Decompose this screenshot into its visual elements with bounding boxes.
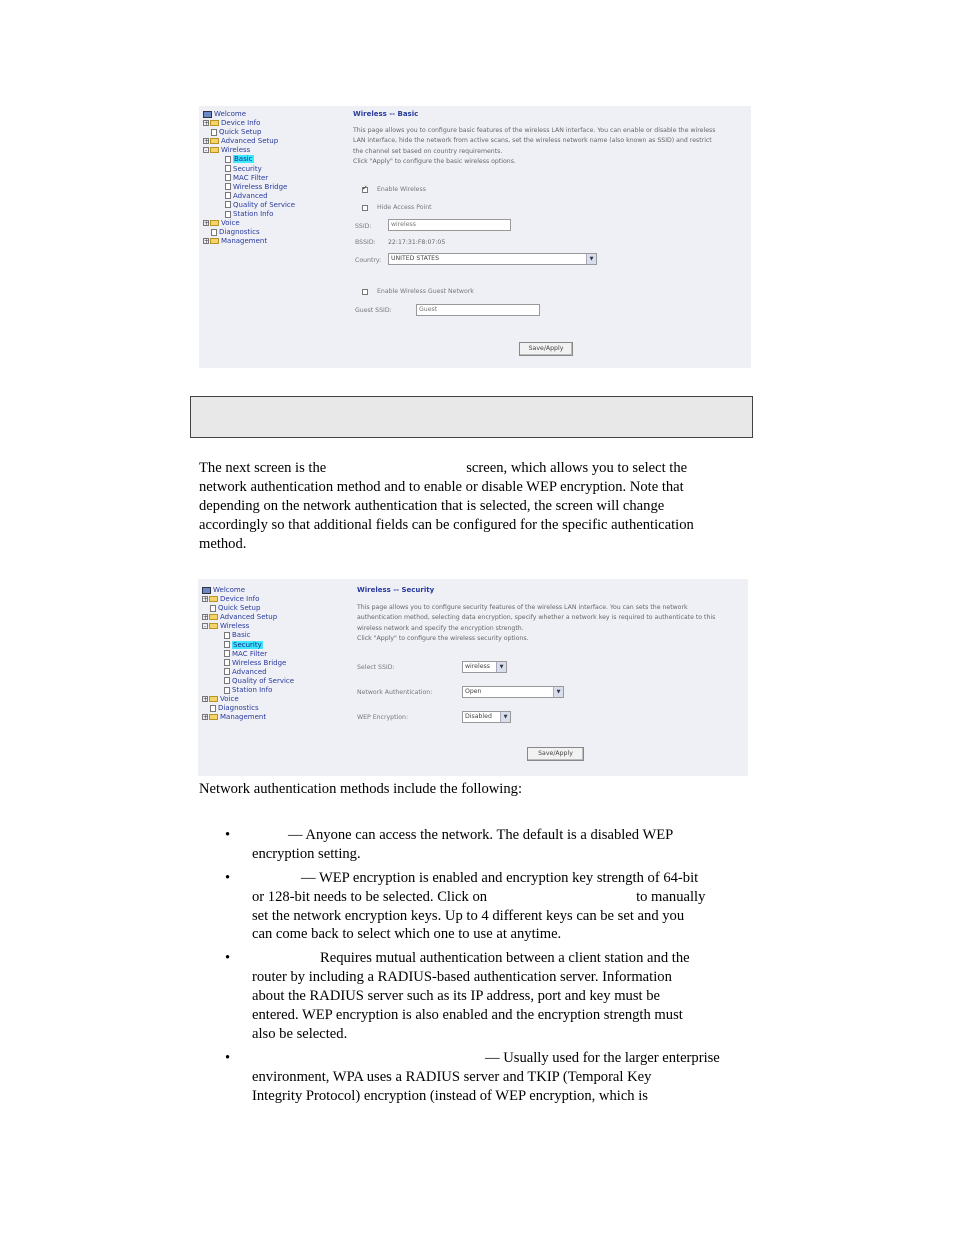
list-item-line xyxy=(252,845,755,864)
tree-item-label: Basic xyxy=(232,631,251,640)
wep-encryption-value: Disabled xyxy=(465,713,492,720)
list-item-line xyxy=(252,987,755,1006)
tree-item-label: Advanced Setup xyxy=(221,137,279,146)
tree-item-label: Wireless Bridge xyxy=(232,658,287,667)
tree-item-label: MAC Filter xyxy=(232,649,268,658)
bullet-icon: • xyxy=(225,950,231,967)
tree-item-label: Voice xyxy=(220,695,239,704)
page-description xyxy=(357,603,742,645)
list-item-line xyxy=(252,826,755,845)
tree-item-label: Wireless xyxy=(221,146,251,155)
tree-item[interactable] xyxy=(202,631,294,640)
list-item xyxy=(225,949,755,1043)
tree-item[interactable] xyxy=(202,686,294,695)
list-item-line xyxy=(252,949,755,968)
tree-item-label: Diagnostics xyxy=(218,704,259,713)
tree-item[interactable] xyxy=(203,219,295,228)
hide-access-point-label: Hide Access Point xyxy=(377,204,432,211)
computer-icon xyxy=(203,111,212,118)
description-line: This page allows you to configure basic features of the wireless LAN interface. You can enable or disable the wireless xyxy=(353,127,716,134)
folder-icon xyxy=(209,714,218,720)
list-item-text: encryption setting. xyxy=(252,845,361,862)
bullet-icon: • xyxy=(225,1049,231,1066)
tree-item[interactable] xyxy=(203,183,295,192)
folder-icon xyxy=(209,614,218,620)
expand-icon[interactable]: + xyxy=(203,696,209,704)
page-icon xyxy=(225,211,231,218)
tree-item-label: Wireless Bridge xyxy=(233,182,288,191)
page-icon xyxy=(225,174,231,181)
select-ssid-label: Select SSID: xyxy=(357,664,395,671)
tree-item[interactable] xyxy=(203,210,295,219)
page-icon xyxy=(225,192,231,199)
country-select-value: UNITED STATES xyxy=(391,255,439,262)
tree-item[interactable] xyxy=(203,119,295,128)
list-item-line xyxy=(252,888,755,907)
paragraph-text: method. xyxy=(199,535,247,552)
bullet-icon: • xyxy=(225,869,231,886)
expand-icon[interactable]: + xyxy=(203,714,209,722)
page-icon xyxy=(225,201,231,208)
paragraph-line xyxy=(199,478,755,497)
list-item-text: Integrity Protocol) encryption (instead of WEP encryption, which is xyxy=(252,1087,648,1104)
page-icon xyxy=(224,641,230,648)
list-item-line xyxy=(252,1068,755,1087)
expand-icon[interactable]: + xyxy=(204,220,210,228)
folder-icon xyxy=(209,596,218,602)
paragraph-line xyxy=(199,535,755,554)
list-item-text: set the network encryption keys. Up to 4 different keys can be set and you xyxy=(252,907,685,924)
paragraph-text: depending on the network authentication that is selected, the screen will change xyxy=(199,497,665,514)
wep-encryption-dropdown[interactable] xyxy=(462,711,511,723)
tree-item-label: Security xyxy=(233,164,262,173)
list-item-text: — Anyone can access the network. The default is a disabled WEP xyxy=(288,827,674,843)
list-item-text: also be selected. xyxy=(252,1025,348,1042)
tree-item[interactable] xyxy=(203,201,295,210)
list-item-text: — WEP encryption is enabled and encryption key strength of 64-bit xyxy=(301,869,699,886)
tree-item-label: Advanced Setup xyxy=(220,613,278,622)
page-title: Wireless -- Basic xyxy=(353,110,419,118)
tree-item-label: Station Info xyxy=(233,210,274,219)
enable-wireless-checkbox[interactable] xyxy=(362,187,368,193)
tree-item[interactable] xyxy=(202,622,294,631)
computer-icon xyxy=(202,587,211,594)
paragraph-line xyxy=(199,497,755,516)
tree-item-label: Advanced xyxy=(233,191,268,200)
select-ssid-dropdown[interactable] xyxy=(462,661,507,673)
list-item-line xyxy=(252,869,755,888)
folder-icon xyxy=(210,147,219,153)
description-line: This page allows you to configure security features of the wireless LAN interface. You can sets the network xyxy=(357,604,688,611)
folder-icon xyxy=(209,623,218,629)
paragraph-line xyxy=(199,516,755,535)
select-ssid-value: wireless xyxy=(465,663,490,670)
tree-item[interactable] xyxy=(203,155,295,164)
page-title: Wireless -- Security xyxy=(357,586,435,594)
description-line: Click "Apply" to configure the wireless security options. xyxy=(357,635,529,643)
page-description xyxy=(353,126,745,168)
country-select[interactable] xyxy=(388,253,597,265)
enable-guest-network-label: Enable Wireless Guest Network xyxy=(377,288,474,295)
list-item-line xyxy=(252,1049,755,1068)
folder-icon xyxy=(209,696,218,702)
tree-item[interactable] xyxy=(202,668,294,677)
list-item-text: router by including a RADIUS-based authentication server. Information xyxy=(252,969,672,986)
ssid-input[interactable]: wireless xyxy=(388,219,511,231)
list-item-text: to manually xyxy=(636,888,706,905)
list-item-line xyxy=(252,968,755,987)
page-icon xyxy=(225,183,231,190)
chevron-down-icon: ▼ xyxy=(496,662,506,672)
page-icon xyxy=(211,229,217,236)
save-apply-button[interactable]: Save/Apply xyxy=(519,342,573,356)
tree-item-label: Device Info xyxy=(221,119,261,128)
nav-tree xyxy=(202,586,294,722)
tree-item-label: Voice xyxy=(221,219,240,228)
bullet-icon: • xyxy=(225,827,231,843)
tree-item[interactable] xyxy=(203,237,295,246)
tree-item[interactable] xyxy=(203,165,295,174)
tree-item[interactable] xyxy=(203,110,295,119)
tree-item[interactable] xyxy=(203,146,295,155)
note-box xyxy=(190,396,753,438)
page-icon xyxy=(224,632,230,639)
page-icon xyxy=(210,705,216,712)
paragraph-text: accordingly so that additional fields can be configured for the specific authentication xyxy=(199,516,694,533)
hide-access-point-checkbox[interactable] xyxy=(362,205,368,211)
network-auth-label: Network Authentication: xyxy=(357,689,433,696)
intro-paragraph xyxy=(199,459,755,553)
tree-item-label: Quick Setup xyxy=(218,604,261,613)
wireless-basic-screenshot xyxy=(199,106,751,368)
tree-item[interactable] xyxy=(202,713,294,722)
save-apply-button[interactable]: Save/Apply xyxy=(527,747,584,761)
page-icon xyxy=(210,605,216,612)
list-item-line xyxy=(252,1025,755,1044)
tree-item[interactable] xyxy=(202,704,294,713)
tree-item[interactable] xyxy=(202,595,294,604)
list-item-text: about the RADIUS server such as its IP address, port and key must be xyxy=(252,988,661,1005)
country-label: Country: xyxy=(355,257,382,264)
list-item-line xyxy=(252,907,755,926)
tree-item-label: Welcome xyxy=(214,110,247,118)
list-item-text: entered. WEP encryption is also enabled and the encryption strength must xyxy=(252,1007,683,1024)
page-icon xyxy=(224,668,230,675)
chevron-down-icon: ▼ xyxy=(586,254,596,264)
expand-icon[interactable]: + xyxy=(203,614,209,622)
tree-item-label: Advanced xyxy=(232,667,267,676)
description-line: authentication method, selecting data encryption, specify whether a network key is required to authenticate to this xyxy=(357,614,716,622)
tree-item-label: Welcome xyxy=(213,586,246,594)
description-line: the channel set based on country requirements. xyxy=(353,147,503,155)
folder-icon xyxy=(210,138,219,144)
tree-item-label: Basic xyxy=(234,155,253,164)
list-item-text: environment, WPA uses a RADIUS server and TKIP (Temporal Key xyxy=(252,1068,652,1085)
paragraph-line xyxy=(199,459,755,478)
tree-item-label: Device Info xyxy=(220,595,260,604)
list-item-line xyxy=(252,925,755,944)
collapse-icon[interactable]: - xyxy=(204,147,208,155)
list-item-text: can come back to select which one to use at anytime. xyxy=(252,926,562,943)
list-item-text: Requires mutual authentication between a client station and the xyxy=(320,950,690,967)
auth-methods-intro: Network authentication methods include the following: xyxy=(199,781,523,797)
list-item-text: or 128-bit needs to be selected. Click on xyxy=(252,888,488,905)
folder-icon xyxy=(210,220,219,226)
guest-ssid-input[interactable]: Guest xyxy=(416,304,540,316)
tree-item[interactable] xyxy=(203,228,295,237)
page-icon xyxy=(211,129,217,136)
enable-guest-network-checkbox[interactable] xyxy=(362,289,368,295)
list-item xyxy=(225,826,755,864)
paragraph-text: screen, which allows you to select the xyxy=(466,460,688,476)
description-line: LAN interface, hide the network from active scans, set the wireless network name (also known as SSID) and restrict xyxy=(353,137,712,145)
page-icon xyxy=(224,659,230,666)
paragraph-text: The next screen is the xyxy=(199,460,327,476)
paragraph-text: network authentication method and to enable or disable WEP encryption. Note that xyxy=(199,478,684,495)
chevron-down-icon: ▼ xyxy=(553,687,563,697)
page-icon xyxy=(224,650,230,657)
list-item-text: — Usually used for the larger enterprise xyxy=(485,1049,720,1066)
tree-item[interactable] xyxy=(203,174,295,183)
tree-item-label: Quality of Service xyxy=(232,676,295,685)
folder-icon xyxy=(210,120,219,126)
folder-icon xyxy=(210,238,219,244)
list-item xyxy=(225,1049,755,1106)
expand-icon[interactable]: + xyxy=(204,238,210,246)
tree-item[interactable] xyxy=(202,659,294,668)
tree-item[interactable] xyxy=(202,604,294,613)
bssid-value: 22:17:31:F8:07:05 xyxy=(388,239,446,246)
page-icon xyxy=(225,156,231,163)
ssid-label: SSID: xyxy=(355,223,372,230)
tree-item-label: Diagnostics xyxy=(219,228,260,237)
tree-item[interactable] xyxy=(203,192,295,201)
tree-item[interactable] xyxy=(202,650,294,659)
nav-tree xyxy=(203,110,295,246)
enable-wireless-label: Enable Wireless xyxy=(377,186,426,193)
expand-icon[interactable]: + xyxy=(203,596,209,604)
description-line: wireless network and specify the encryption strength. xyxy=(357,624,524,632)
network-auth-value: Open xyxy=(465,688,482,695)
tree-item[interactable] xyxy=(202,613,294,622)
tree-item-label: Security xyxy=(233,640,262,649)
list-item xyxy=(225,869,755,945)
chevron-down-icon: ▼ xyxy=(500,712,510,722)
tree-item-label: MAC Filter xyxy=(233,173,269,182)
expand-icon[interactable]: + xyxy=(204,138,210,146)
page-icon xyxy=(225,165,231,172)
tree-item-label: Management xyxy=(221,237,268,246)
wireless-security-screenshot xyxy=(198,579,748,776)
tree-item-label: Quality of Service xyxy=(233,200,296,209)
tree-item[interactable] xyxy=(203,137,295,146)
list-item-line xyxy=(252,1006,755,1025)
network-auth-dropdown[interactable] xyxy=(462,686,564,698)
tree-item[interactable] xyxy=(202,586,294,595)
list-item-line xyxy=(252,1087,755,1106)
tree-item-label: Station Info xyxy=(232,686,273,695)
page-icon xyxy=(224,677,230,684)
tree-item[interactable] xyxy=(203,128,295,137)
page-icon xyxy=(224,687,230,694)
collapse-icon[interactable]: - xyxy=(203,623,207,631)
expand-icon[interactable]: + xyxy=(204,120,210,128)
tree-item-label: Quick Setup xyxy=(219,128,262,137)
bssid-label: BSSID: xyxy=(355,239,376,246)
auth-methods-list xyxy=(225,826,755,1110)
description-line: Click "Apply" to configure the basic wireless options. xyxy=(353,158,516,166)
tree-item[interactable] xyxy=(202,695,294,704)
tree-item-label: Wireless xyxy=(220,622,250,631)
guest-ssid-label: Guest SSID: xyxy=(355,307,392,314)
wep-encryption-label: WEP Encryption: xyxy=(357,714,409,721)
tree-item[interactable] xyxy=(202,677,294,686)
tree-item-label: Management xyxy=(220,713,267,722)
tree-item[interactable] xyxy=(202,641,294,650)
